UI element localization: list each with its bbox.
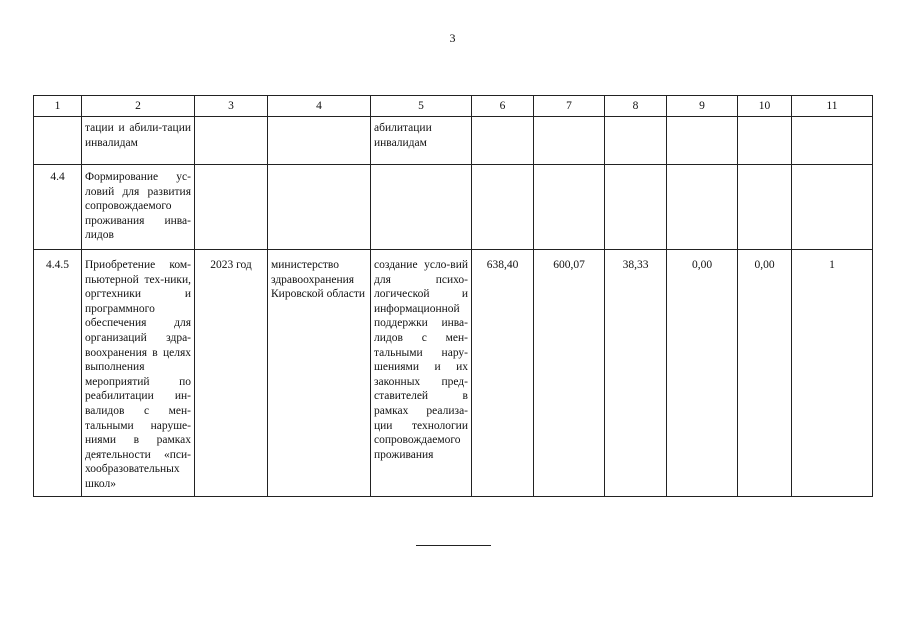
period-cell bbox=[195, 165, 268, 250]
value-cell bbox=[534, 165, 605, 250]
column-header: 2 bbox=[82, 96, 195, 117]
value-cell bbox=[792, 117, 873, 165]
value-cell: 0,00 bbox=[738, 250, 792, 497]
table-row bbox=[34, 250, 873, 497]
item-number-cell: 4.4 bbox=[34, 165, 82, 250]
column-header: 10 bbox=[738, 96, 792, 117]
period-cell: 2023 год bbox=[195, 250, 268, 497]
column-header: 4 bbox=[268, 96, 371, 117]
executor-cell bbox=[268, 117, 371, 165]
value-cell bbox=[738, 117, 792, 165]
value-cell bbox=[472, 165, 534, 250]
value-cell: 600,07 bbox=[534, 250, 605, 497]
item-name-cell: Формирование ус-ловий для развития сопровождаемого проживания инва-лидов bbox=[82, 165, 195, 250]
value-cell bbox=[792, 165, 873, 250]
column-header: 11 bbox=[792, 96, 873, 117]
closing-rule bbox=[416, 545, 491, 546]
table-header-row bbox=[34, 96, 873, 117]
column-header: 5 bbox=[371, 96, 472, 117]
value-cell bbox=[472, 117, 534, 165]
value-cell bbox=[605, 165, 667, 250]
value-cell bbox=[534, 117, 605, 165]
column-header: 1 bbox=[34, 96, 82, 117]
item-name-cell: Приобретение ком-пьютерной тех-ники, оргтехники и программного обеспечения для организаций здра-воохранения в целях выполнения мероприятий по реабилитации ин-валидов с мен-тальными наруше-ниями в рамках деятельности «пси-хообразовательных школ» bbox=[82, 250, 195, 497]
value-cell: 0,00 bbox=[667, 250, 738, 497]
value-cell: 38,33 bbox=[605, 250, 667, 497]
value-cell bbox=[605, 117, 667, 165]
result-cell: абилитации инвалидам bbox=[371, 117, 472, 165]
value-cell: 1 bbox=[792, 250, 873, 497]
value-cell bbox=[667, 117, 738, 165]
value-cell bbox=[738, 165, 792, 250]
column-header: 8 bbox=[605, 96, 667, 117]
result-cell bbox=[371, 165, 472, 250]
column-header: 3 bbox=[195, 96, 268, 117]
table-row bbox=[34, 117, 873, 165]
column-header: 7 bbox=[534, 96, 605, 117]
item-number-cell bbox=[34, 117, 82, 165]
executor-cell: министерство здравоохранения Кировской области bbox=[268, 250, 371, 497]
table-row bbox=[34, 165, 873, 250]
column-header: 6 bbox=[472, 96, 534, 117]
executor-cell bbox=[268, 165, 371, 250]
period-cell bbox=[195, 117, 268, 165]
result-cell: создание усло-вий для психо-логической и информационной поддержки инва-лидов с мен-тальными нару-шениями и их законных пред-ставителей в рамках реализа-ции технологии сопровождаемого проживания bbox=[371, 250, 472, 497]
value-cell bbox=[667, 165, 738, 250]
page-number: 3 bbox=[449, 31, 456, 45]
column-header: 9 bbox=[667, 96, 738, 117]
program-table bbox=[33, 95, 873, 497]
item-number-cell: 4.4.5 bbox=[34, 250, 82, 497]
item-name-cell: тации и абили-тации инвалидам bbox=[82, 117, 195, 165]
value-cell: 638,40 bbox=[472, 250, 534, 497]
